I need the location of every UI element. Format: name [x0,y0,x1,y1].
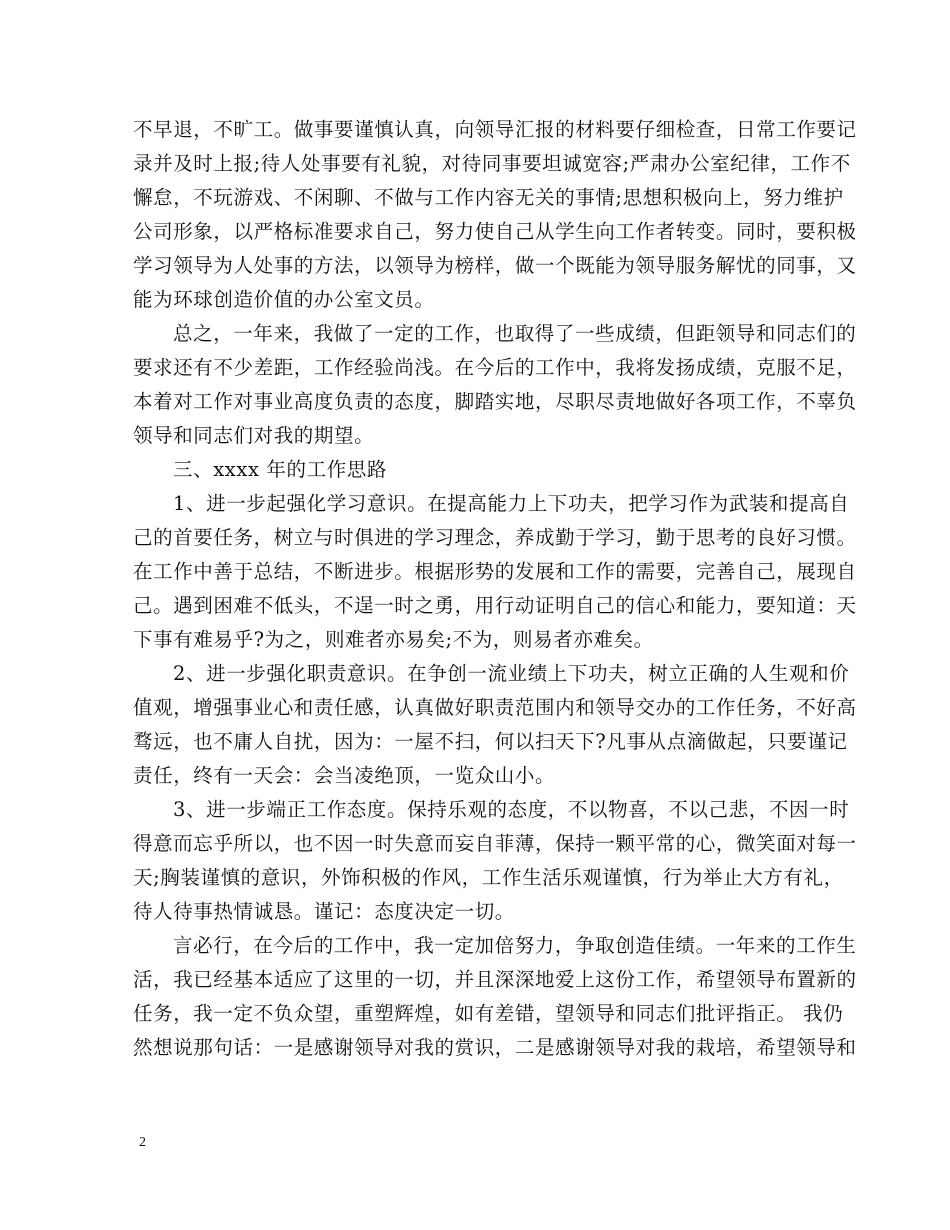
text-line: 公司形象，以严格标准要求自己，努力使自己从学生向工作者转变。同时，要积极 [133,220,857,243]
text-line: 总之，一年来，我做了一定的工作，也取得了一些成绩，但距领导和同志们的 [173,322,857,345]
text-line: 本着对工作对事业高度负责的态度，脚踏实地，尽职尽责地做好各项工作，不辜负 [133,390,857,413]
text-line: 己的首要任务，树立与时俱进的学习理念，养成勤于学习，勤于思考的良好习惯。 [133,526,857,549]
page-number: 2 [139,1135,146,1150]
text-line: 3、进一步端正工作态度。保持乐观的态度，不以物喜，不以己悲，不因一时 [173,798,850,821]
text-line: 录并及时上报;待人处事要有礼貌，对待同事要坦诚宽容;严肃办公室纪律，工作不 [133,152,851,175]
text-line: 然想说那句话：一是感谢领导对我的赏识，二是感谢领导对我的栽培，希望领导和 [133,1036,857,1059]
text-line: 要求还有不少差距，工作经验尚浅。在今后的工作中，我将发扬成绩，克服不足， [133,356,857,379]
text-line: 己。遇到困难不低头，不逞一时之勇，用行动证明自己的信心和能力，要知道：天 [133,594,857,617]
text-line: 2、进一步强化职责意识。在争创一流业绩上下功夫，树立正确的人生观和价 [173,662,850,685]
text-line: 在工作中善于总结，不断进步。根据形势的发展和工作的需要，完善自己，展现自 [133,560,857,583]
text-line: 懈怠，不玩游戏、不闲聊、不做与工作内容无关的事情;思想积极向上，努力维护 [133,186,844,209]
text-line: 值观，增强事业心和责任感，认真做好职责范围内和领导交办的工作任务，不好高 [133,696,857,719]
text-line: 骛远，也不庸人自扰，因为：一屋不扫，何以扫天下?凡事从点滴做起，只要谨记 [133,730,848,753]
text-line: 得意而忘乎所以，也不因一时失意而妄自菲薄，保持一颗平常的心，微笑面对每一 [133,832,857,855]
text-line: 活，我已经基本适应了这里的一切，并且深深地爱上这份工作，希望领导布置新的 [133,968,857,991]
text-line: 责任，终有一天会：会当凌绝顶，一览众山小。 [133,764,556,787]
text-line: 三、xxxx 年的工作思路 [173,458,387,481]
text-line: 言必行，在今后的工作中，我一定加倍努力，争取创造佳绩。一年来的工作生 [173,934,857,957]
text-line: 不早退，不旷工。做事要谨慎认真，向领导汇报的材料要仔细检查，日常工作要记 [133,118,857,141]
document-body [133,113,857,1065]
text-line: 能为环球创造价值的办公室文员。 [133,288,435,311]
text-line: 天;胸装谨慎的意识，外饰积极的作风，工作生活乐观谨慎，行为举止大方有礼， [133,866,844,889]
text-line: 任务，我一定不负众望，重塑辉煌，如有差错，望领导和同志们批评指正。 我仍 [133,1002,844,1025]
text-line: 学习领导为人处事的方法，以领导为榜样，做一个既能为领导服务解忧的同事，又 [133,254,857,277]
text-line: 待人待事热情诚恳。谨记：态度决定一切。 [133,900,515,923]
text-line: 1、进一步起强化学习意识。在提高能力上下功夫，把学习作为武装和提高自 [173,492,850,515]
text-line: 下事有难易乎?为之，则难者亦易矣;不为，则易者亦难矣。 [133,628,654,651]
text-line: 领导和同志们对我的期望。 [133,424,375,447]
